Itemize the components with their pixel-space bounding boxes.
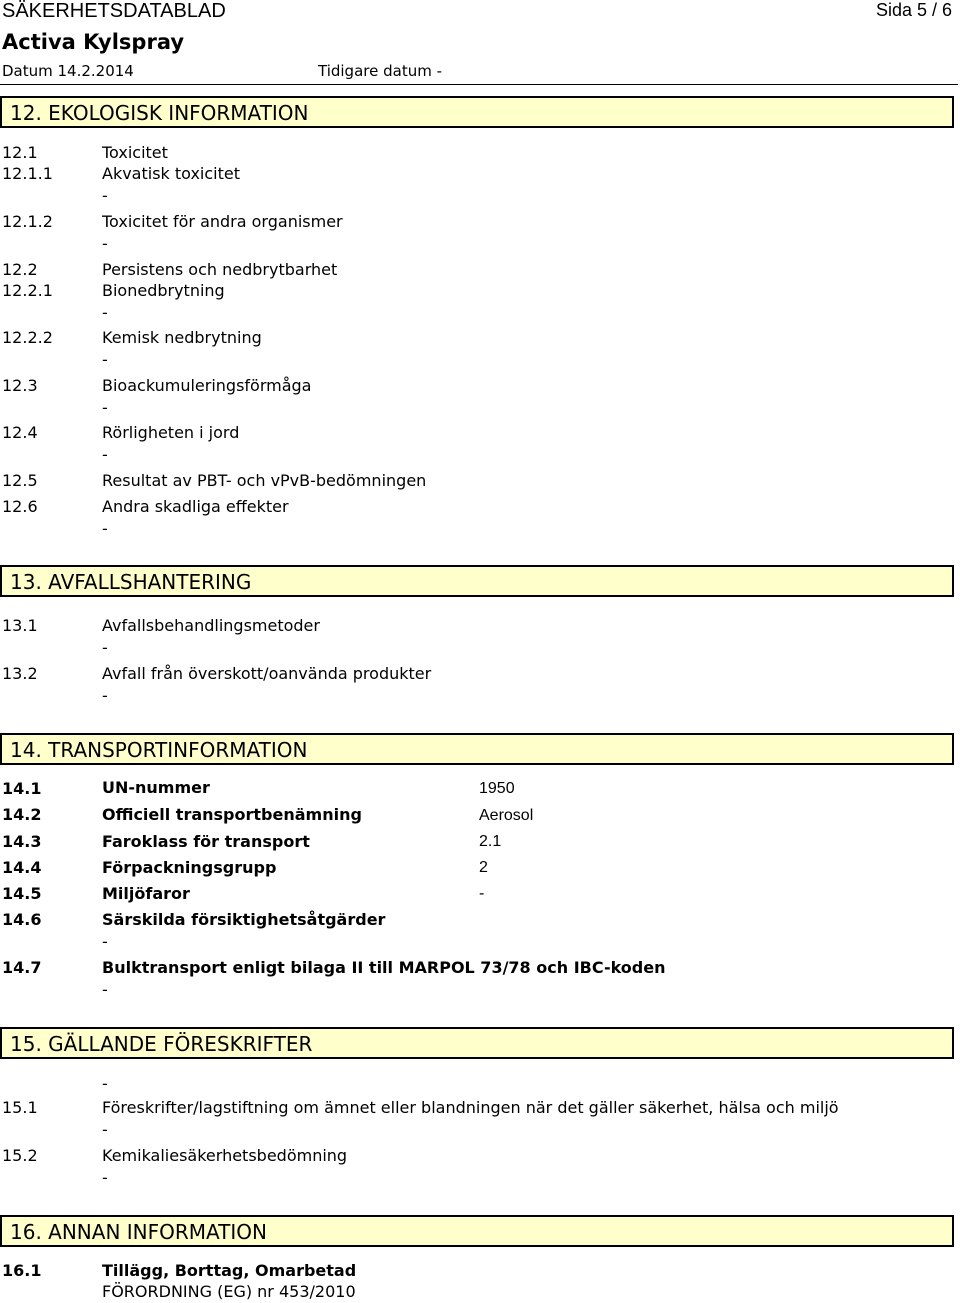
item-12-1-2-value: - — [102, 234, 108, 253]
item-14-4-number: 14.4 — [2, 858, 42, 877]
item-15-1-label: Föreskrifter/lagstiftning om ämnet eller blandningen när det gäller säkerhet, hälsa och miljö — [102, 1098, 839, 1117]
item-12-6-label: Andra skadliga effekter — [102, 497, 289, 516]
page-indicator: Sida 5 / 6 — [875, 0, 952, 20]
section-12-header — [0, 96, 954, 128]
item-12-1-2-number: 12.1.2 — [2, 212, 53, 231]
item-12-5-number: 12.5 — [2, 471, 38, 490]
previous-date: Tidigare datum - — [318, 62, 442, 80]
item-14-7-label: Bulktransport enligt bilaga II till MARPOL 73/78 och IBC-koden — [102, 958, 666, 977]
section-14-header — [0, 733, 954, 765]
item-15-1-number: 15.1 — [2, 1098, 38, 1117]
item-14-1-value: 1950 — [479, 780, 515, 797]
header-divider — [0, 84, 958, 85]
item-12-2-1-number: 12.2.1 — [2, 281, 53, 300]
product-name: Activa Kylspray — [2, 30, 185, 54]
item-12-4-number: 12.4 — [2, 423, 38, 442]
item-12-3-value: - — [102, 398, 108, 417]
section-16-title: 16. ANNAN INFORMATION — [10, 1220, 267, 1244]
item-12-2-2-label: Kemisk nedbrytning — [102, 328, 262, 347]
item-14-5-label: Miljöfaror — [102, 884, 190, 903]
item-14-3-number: 14.3 — [2, 832, 42, 851]
section-14-title: 14. TRANSPORTINFORMATION — [10, 738, 308, 762]
item-15-2-label: Kemikaliesäkerhetsbedömning — [102, 1146, 348, 1165]
item-12-1-1-label: Akvatisk toxicitet — [102, 164, 241, 183]
item-13-2-number: 13.2 — [2, 664, 38, 683]
item-12-1-1-number: 12.1.1 — [2, 164, 53, 183]
item-12-4-value: - — [102, 445, 108, 464]
item-12-5-label: Resultat av PBT- och vPvB-bedömningen — [102, 471, 427, 490]
item-12-3-number: 12.3 — [2, 376, 38, 395]
item-12-2-1-value: - — [102, 303, 108, 322]
section-13-title: 13. AVFALLSHANTERING — [10, 570, 252, 594]
item-14-7-value: - — [102, 980, 108, 999]
document-date: Datum 14.2.2014 — [2, 62, 134, 80]
item-14-1-number: 14.1 — [2, 779, 42, 798]
item-16-1-number: 16.1 — [2, 1261, 42, 1280]
item-14-6-label: Särskilda försiktighetsåtgärder — [102, 910, 386, 929]
item-13-2-label: Avfall från överskott/oanvända produkter — [102, 664, 432, 683]
item-16-1-value: FÖRORDNING (EG) nr 453/2010 — [102, 1282, 356, 1301]
item-12-3-label: Bioackumuleringsförmåga — [102, 376, 312, 395]
item-12-2-number: 12.2 — [2, 260, 38, 279]
item-14-3-label: Faroklass för transport — [102, 832, 310, 851]
item-12-6-number: 12.6 — [2, 497, 38, 516]
item-12-1-2-label: Toxicitet för andra organismer — [102, 212, 343, 231]
item-14-4-value: 2 — [479, 859, 488, 876]
item-15-1-value: - — [102, 1120, 108, 1139]
section-15-title: 15. GÄLLANDE FÖRESKRIFTER — [10, 1032, 313, 1056]
item-14-6-number: 14.6 — [2, 910, 42, 929]
section-13-header — [0, 565, 954, 597]
item-12-1-label: Toxicitet — [102, 143, 168, 162]
item-12-1-1-value: - — [102, 186, 108, 205]
section-12-title: 12. EKOLOGISK INFORMATION — [10, 101, 309, 125]
item-12-1-number: 12.1 — [2, 143, 38, 162]
item-15-2-value: - — [102, 1168, 108, 1187]
item-16-1-label: Tillägg, Borttag, Omarbetad — [102, 1261, 357, 1280]
section-15-header — [0, 1027, 954, 1059]
item-12-2-2-value: - — [102, 350, 108, 369]
item-14-2-label: Officiell transportbenämning — [102, 805, 362, 824]
item-14-3-value: 2.1 — [479, 833, 502, 850]
item-12-2-2-number: 12.2.2 — [2, 328, 53, 347]
item-13-1-label: Avfallsbehandlingsmetoder — [102, 616, 320, 635]
item-14-5-value: - — [479, 885, 485, 902]
item-14-2-value: Aerosol — [479, 807, 534, 824]
item-14-4-label: Förpackningsgrupp — [102, 858, 277, 877]
item-14-1-label: UN-nummer — [102, 778, 210, 797]
item-12-6-value: - — [102, 519, 108, 538]
item-14-5-number: 14.5 — [2, 884, 42, 903]
item-13-1-value: - — [102, 638, 108, 657]
item-14-6-value: - — [102, 932, 108, 951]
item-12-2-1-label: Bionedbrytning — [102, 281, 225, 300]
section-16-header — [0, 1215, 954, 1247]
section-15-intro: - — [102, 1074, 108, 1093]
document-title: SÄKERHETSDATABLAD — [2, 0, 226, 22]
item-13-2-value: - — [102, 686, 108, 705]
item-13-1-number: 13.1 — [2, 616, 38, 635]
item-15-2-number: 15.2 — [2, 1146, 38, 1165]
item-14-2-number: 14.2 — [2, 805, 42, 824]
item-14-7-number: 14.7 — [2, 958, 42, 977]
item-12-2-label: Persistens och nedbrytbarhet — [102, 260, 338, 279]
item-12-4-label: Rörligheten i jord — [102, 423, 240, 442]
